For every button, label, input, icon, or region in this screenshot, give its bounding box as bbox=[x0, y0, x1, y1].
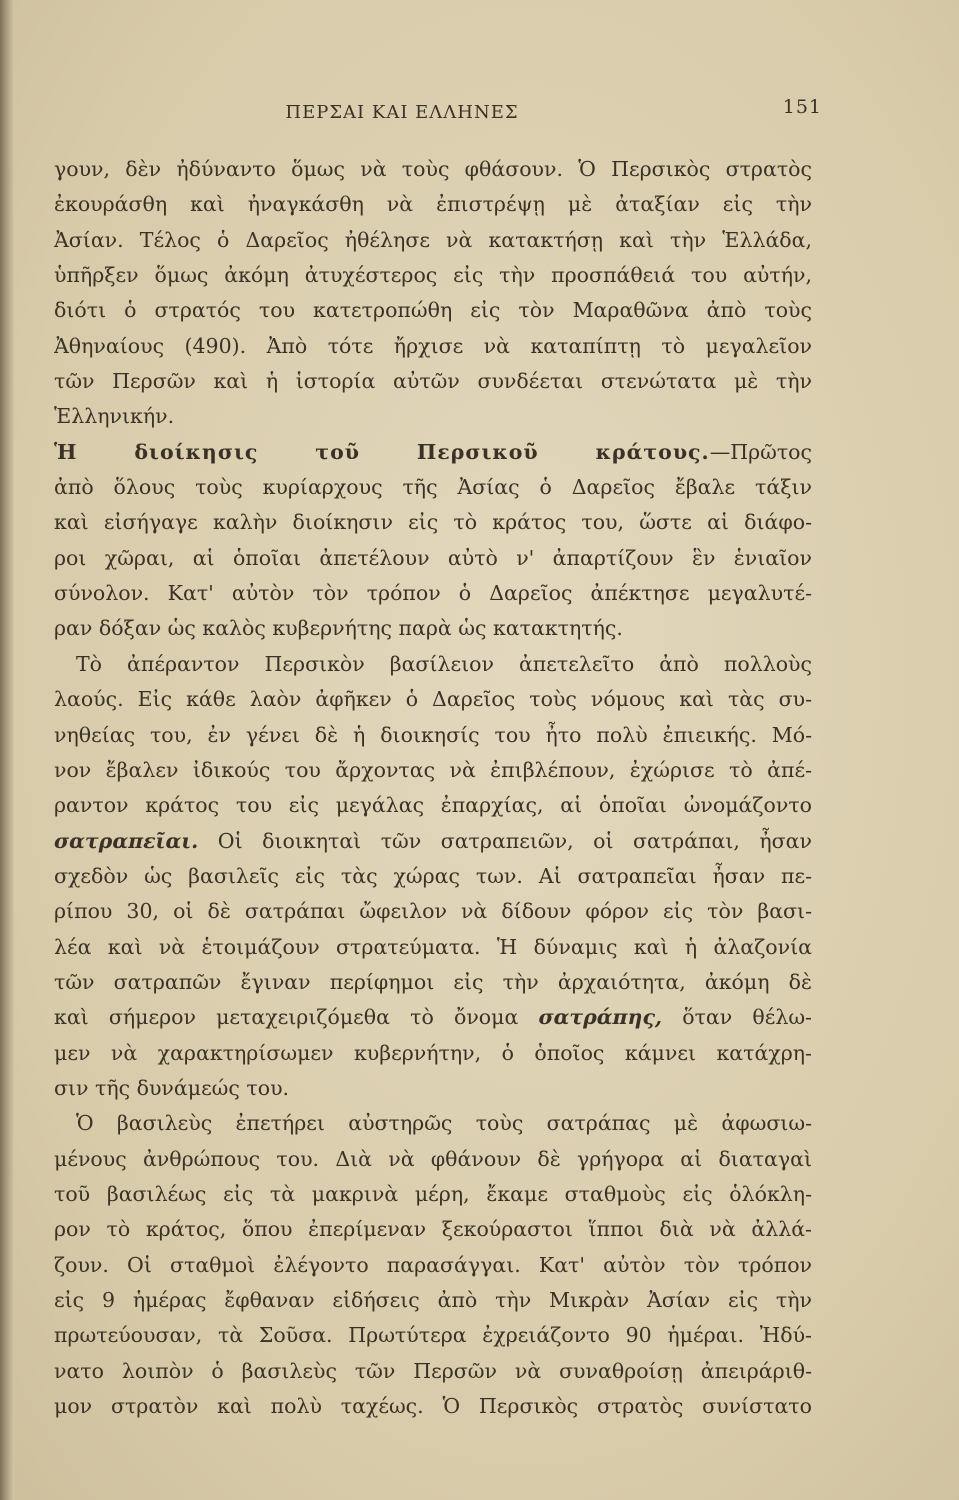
body-text bbox=[54, 152, 812, 1424]
text-line bbox=[54, 824, 812, 859]
text-line: νηθείας του, ἐν γένει δὲ ἡ διοικησίς του ἦτο πολὺ ἐπιεικής. Μό- bbox=[54, 722, 812, 747]
text-line: Ἀθηναίους (490). Ἀπὸ τότε ἤρχισε νὰ καταπίπτῃ τὸ μεγαλεῖον bbox=[54, 333, 812, 358]
line-text: Οἱ διοικηταὶ τῶν σατραπειῶν, οἱ σατράπαι, ἦσαν bbox=[198, 828, 812, 853]
line-text: —Πρῶτος bbox=[709, 439, 812, 464]
book-spine-shadow bbox=[0, 0, 14, 1500]
text-line: μένους ἀνθρώπους του. Διὰ νὰ φθάνουν δὲ γρήγορα αἱ διαταγαὶ bbox=[54, 1146, 812, 1171]
text-line: σύνολον. Κατ' αὐτὸν τὸν τρόπον ὁ Δαρεῖος ἀπέκτησε μεγαλυτέ- bbox=[54, 581, 812, 606]
text-line: ρίπου 30, οἱ δὲ σατράπαι ὤφειλον νὰ δίδουν φόρον εἰς τὸν βασι- bbox=[54, 899, 812, 924]
line-text: ὅταν θέλω- bbox=[662, 1005, 812, 1030]
text-line: πρωτεύουσαν, τὰ Σοῦσα. Πρωτύτερα ἐχρειάζοντο 90 ἡμέραι. Ἠδύ- bbox=[54, 1323, 812, 1348]
line-text: καὶ σήμερον μεταχειριζόμεθα τὸ ὄνομα bbox=[54, 1005, 539, 1030]
text-line: ζουν. Οἱ σταθμοὶ ἐλέγοντο παρασάγγαι. Κατ' αὐτὸν τὸν τρόπον bbox=[54, 1252, 812, 1277]
running-title: ΠΕΡΣΑΙ ΚΑΙ ΕΛΛΗΝΕΣ bbox=[285, 102, 519, 123]
emphasized-term: σατραπεῖαι. bbox=[54, 828, 199, 853]
text-line: ἐκουράσθη καὶ ἠναγκάσθη νὰ ἐπιστρέψῃ μὲ ἀταξίαν εἰς τὴν bbox=[54, 192, 812, 217]
text-line: ρον τὸ κράτος, ὅπου ἐπερίμεναν ξεκούραστοι ἵπποι διὰ νὰ ἀλλά- bbox=[54, 1217, 812, 1242]
text-line: μεν νὰ χαρακτηρίσωμεν κυβερνήτην, ὁ ὁποῖος κάμνει κατάχρη- bbox=[54, 1040, 812, 1065]
text-line: λέα καὶ νὰ ἑτοιμάζουν στρατεύματα. Ἡ δύναμις καὶ ἡ ἀλαζονία bbox=[54, 934, 812, 959]
text-line: τοῦ βασιλέως εἰς τὰ μακρινὰ μέρη, ἔκαμε σταθμοὺς εἰς ὁλόκλη- bbox=[54, 1181, 812, 1206]
text-line: ἀπὸ ὅλους τοὺς κυρίαρχους τῆς Ἀσίας ὁ Δαρεῖος ἔβαλε τάξιν bbox=[54, 475, 812, 500]
text-line: λαούς. Εἰς κάθε λαὸν ἀφῆκεν ὁ Δαρεῖος τοὺς νόμους καὶ τὰς συ- bbox=[54, 687, 812, 712]
text-line: νον ἔβαλεν ἰδικούς του ἄρχοντας νὰ ἐπιβλέπουν, ἐχώρισε τὸ ἀπέ- bbox=[54, 757, 812, 782]
text-line: εἰς 9 ἡμέρας ἔφθαναν εἰδήσεις ἀπὸ τὴν Μικρὰν Ἀσίαν εἰς τὴν bbox=[54, 1288, 812, 1312]
text-line: Ἀσίαν. Τέλος ὁ Δαρεῖος ἠθέλησε νὰ κατακτήσῃ καὶ τὴν Ἑλλάδα, bbox=[54, 227, 812, 252]
text-line: ραντον κράτος του εἰς μεγάλας ἐπαρχίας, αἱ ὁποῖαι ὠνομάζοντο bbox=[54, 793, 812, 818]
text-line: σιν τῆς δυνάμεώς του. bbox=[54, 1075, 290, 1100]
page-number: 151 bbox=[782, 96, 822, 118]
text-line: διότι ὁ στρατός του κατετροπώθη εἰς τὸν Μαραθῶνα ἀπὸ τοὺς bbox=[54, 298, 812, 323]
text-line: Τὸ ἀπέραντον Περσικὸν βασίλειον ἀπετελεῖτο ἀπὸ πολλοὺς bbox=[76, 651, 812, 676]
text-line bbox=[54, 1000, 812, 1035]
text-line: γουν, δὲν ἠδύναντο ὅμως νὰ τοὺς φθάσουν. Ὁ Περσικὸς στρατὸς bbox=[54, 157, 812, 181]
text-line: ὑπῆρξεν ὅμως ἀκόμη ἀτυχέστερος εἰς τὴν προσπάθειά του αὐτήν, bbox=[54, 263, 812, 288]
text-line: ροι χῶραι, αἱ ὁποῖαι ἀπετέλουν αὐτὸ ν' ἀπαρτίζουν ἓν ἑνιαῖον bbox=[54, 545, 812, 570]
text-line: τῶν σατραπῶν ἔγιναν περίφημοι εἰς τὴν ἀρχαιότητα, ἀκόμη δὲ bbox=[54, 969, 812, 994]
text-line bbox=[54, 435, 812, 470]
text-line: σχεδὸν ὡς βασιλεῖς εἰς τὰς χώρας των. Αἱ σατραπεῖαι ἦσαν πε- bbox=[54, 863, 812, 888]
text-line: ραν δόξαν ὡς καλὸς κυβερνήτης παρὰ ὡς κατακτητής. bbox=[54, 616, 623, 641]
text-line: νατο λοιπὸν ὁ βασιλεὺς τῶν Περσῶν νὰ συναθροίσῃ ἀπειράριθ- bbox=[54, 1358, 812, 1383]
text-line: τῶν Περσῶν καὶ ἡ ἱστορία αὐτῶν συνδέεται στενώτατα μὲ τὴν bbox=[54, 369, 812, 394]
text-line: Ἑλληνικήν. bbox=[54, 404, 175, 429]
emphasized-term: σατράπης, bbox=[538, 1005, 663, 1030]
section-heading: Ἡ διοίκησις τοῦ Περσικοῦ κράτους. bbox=[54, 439, 710, 464]
text-line: καὶ εἰσήγαγε καλὴν διοίκησιν εἰς τὸ κράτος του, ὥστε αἱ διάφο- bbox=[54, 510, 812, 535]
text-line: μον στρατὸν καὶ πολὺ ταχέως. Ὁ Περσικὸς στρατὸς συνίστατο bbox=[54, 1394, 812, 1419]
text-line: Ὁ βασιλεὺς ἐπετήρει αὐστηρῶς τοὺς σατράπας μὲ ἀφωσιω- bbox=[76, 1111, 812, 1136]
